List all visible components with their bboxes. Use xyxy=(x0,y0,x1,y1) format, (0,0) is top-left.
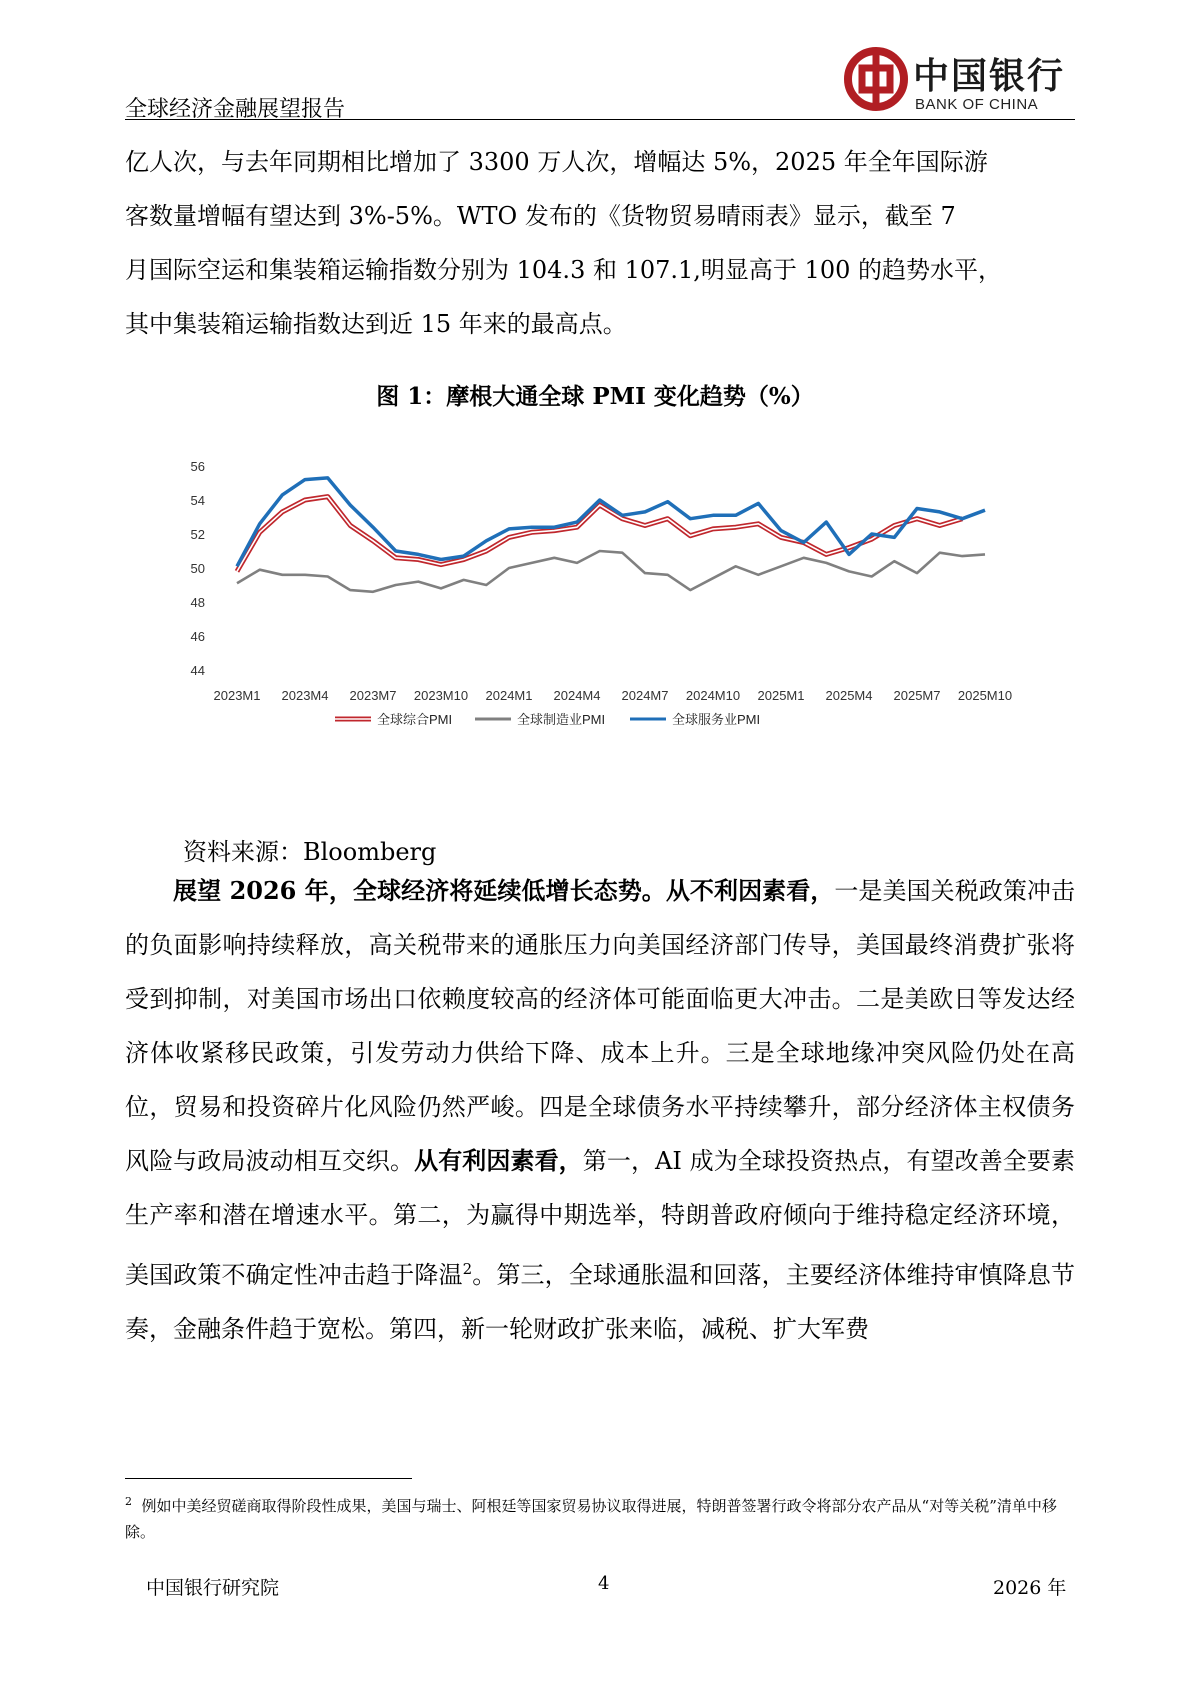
bold-lead: 从不利因素看， xyxy=(665,876,835,905)
legend-label: 全球服务业PMI xyxy=(672,712,761,727)
x-tick-label: 2024M7 xyxy=(621,688,669,703)
footnote-text: 例如中美经贸磋商取得阶段性成果，美国与瑞士、阿根廷等国家贸易协议取得进展，特朗普签署行政令将部分农产品从“对等关税”清单中移除。 xyxy=(125,1497,1057,1541)
y-tick-label: 54 xyxy=(190,493,205,508)
text-line: 亿人次，与去年同期相比增加了 3300 万人次，增幅达 5%，2025 年全年国际游 xyxy=(125,148,988,176)
footnote xyxy=(125,1489,1085,1545)
footer-year: 2026 年 xyxy=(993,1577,1067,1599)
paragraph-1 xyxy=(125,135,1075,351)
footnote-number: 2 xyxy=(125,1495,132,1508)
bank-of-china-emblem-icon xyxy=(843,46,909,112)
pmi-line-chart xyxy=(185,448,1015,788)
y-tick-label: 48 xyxy=(190,595,205,610)
text-line: 月国际空运和集装箱运输指数分别为 104.3 和 107.1,明显高于 100 的趋势水平， xyxy=(125,256,1002,284)
y-tick-label: 52 xyxy=(190,527,205,542)
x-tick-label: 2025M4 xyxy=(825,688,873,703)
x-tick-label: 2024M10 xyxy=(685,688,741,703)
footer-institute: 中国银行研究院 xyxy=(146,1577,280,1599)
paragraph-text xyxy=(125,864,1075,1356)
logo-english-name: BANK OF CHINA xyxy=(915,96,1039,113)
y-tick-label: 46 xyxy=(190,629,205,644)
logo-chinese-name: 中国银行 xyxy=(913,55,1066,97)
legend-item xyxy=(475,712,605,727)
x-tick-label: 2024M1 xyxy=(485,688,533,703)
footnote-ref[interactable]: 2 xyxy=(462,1260,473,1278)
bank-logo xyxy=(843,46,1075,122)
y-tick-label: 56 xyxy=(190,459,205,474)
legend-label: 全球综合PMI xyxy=(377,712,453,727)
series-line-manufacturing-pmi xyxy=(237,551,985,592)
header-rule xyxy=(125,119,1075,120)
figure-caption: 图 1：摩根大通全球 PMI 变化趋势（%） xyxy=(376,383,814,410)
bold-lead: 展望 2026 年，全球经济将延续低增长态势。 xyxy=(173,876,666,905)
series-line-composite-pmi xyxy=(237,497,962,572)
x-tick-label: 2023M10 xyxy=(413,688,469,703)
body-text: 。第三，全球通胀温和回落，主要经济体维持审慎降息节奏，金融条件趋于宽松。第四，新一轮财政扩张来临，减税、扩大军费 xyxy=(125,1261,1076,1343)
x-tick-label: 2025M7 xyxy=(893,688,941,703)
y-tick-label: 50 xyxy=(190,561,205,576)
text-line: 客数量增幅有望达到 3%-5%。WTO 发布的《货物贸易晴雨表》显示，截至 7 xyxy=(125,202,956,230)
paragraph-2 xyxy=(125,864,1075,1356)
legend-item xyxy=(335,712,452,727)
body-text: 一是美国关税政策冲击的负面影响持续释放，高关税带来的通胀压力向美国经济部门传导，美国最终消费扩张将受到抑制，对美国市场出口依赖度较高的经济体可能面临更大冲击。二是美欧日等发达经济体收紧移民政策，引发劳动力供给下降、成本上升。三是全球地缘冲突风险仍处在高位，贸易和投资碎片化风险仍然严峻。四是全球债务水平持续攀升，部分经济体主权债务风险与政局波动相互交织。 xyxy=(125,877,1075,1175)
figure-source: 资料来源：Bloomberg xyxy=(183,838,437,866)
bold-lead: 从有利因素看， xyxy=(414,1146,583,1175)
page-number: 4 xyxy=(598,1573,610,1594)
y-tick-label: 44 xyxy=(190,663,205,678)
legend-label: 全球制造业PMI xyxy=(517,712,606,727)
report-title: 全球经济金融展望报告 xyxy=(125,97,346,122)
text-line: 其中集装箱运输指数达到近 15 年来的最高点。 xyxy=(125,310,627,338)
x-tick-label: 2025M10 xyxy=(957,688,1013,703)
x-tick-label: 2023M4 xyxy=(281,688,329,703)
footnote-rule xyxy=(125,1478,412,1479)
x-tick-label: 2023M7 xyxy=(349,688,397,703)
x-tick-label: 2024M4 xyxy=(553,688,601,703)
body-text: 第一，AI 成为全球投资热点，有望改善全要素生产率和潜在增速水平。第二，为赢得中期选举，特朗普政府倾向于维持稳定经济环境，美国政策不确定性冲击趋于降温 xyxy=(125,1147,1075,1289)
x-tick-label: 2025M1 xyxy=(757,688,805,703)
legend-item xyxy=(630,712,760,727)
x-tick-label: 2023M1 xyxy=(213,688,261,703)
